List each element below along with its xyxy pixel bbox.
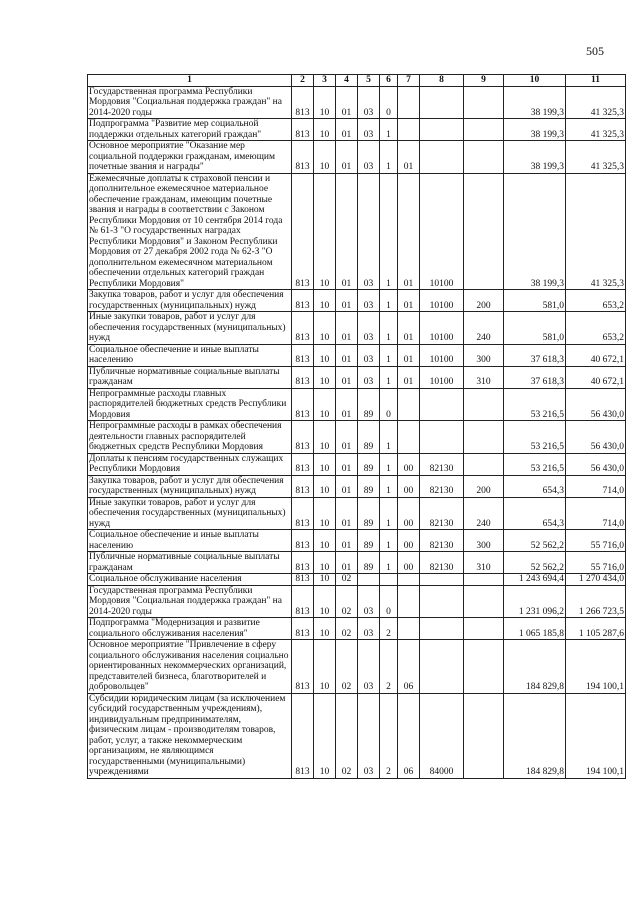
amount-2020: 194 100,1 xyxy=(566,693,626,778)
code-activity xyxy=(398,86,420,119)
code-section: 10 xyxy=(314,388,336,421)
code-ministry: 813 xyxy=(292,388,314,421)
code-subsection: 01 xyxy=(336,141,358,174)
amount-2019: 37 618,3 xyxy=(504,344,566,366)
amount-2019: 184 829,8 xyxy=(504,693,566,778)
code-subsection: 02 xyxy=(336,640,358,694)
code-subsection: 01 xyxy=(336,388,358,421)
amount-2019: 38 199,3 xyxy=(504,86,566,119)
amount-2020: 1 105 287,6 xyxy=(566,618,626,640)
code-ministry: 813 xyxy=(292,366,314,388)
code-subprogram: 1 xyxy=(380,552,398,574)
code-expense-type xyxy=(464,86,504,119)
code-activity xyxy=(398,574,420,586)
code-program: 89 xyxy=(358,388,380,421)
amount-2019: 52 562,2 xyxy=(504,552,566,574)
code-section: 10 xyxy=(314,497,336,530)
code-direction xyxy=(420,86,464,119)
code-program: 03 xyxy=(358,640,380,694)
amount-2020: 55 716,0 xyxy=(566,552,626,574)
row-name: Публичные нормативные социальные выплаты гражданам xyxy=(88,366,292,388)
code-activity: 01 xyxy=(398,312,420,345)
code-subprogram: 1 xyxy=(380,141,398,174)
code-subprogram: 1 xyxy=(380,290,398,312)
row-name: Социальное обеспечение и иные выплаты населению xyxy=(88,530,292,552)
code-section: 10 xyxy=(314,574,336,586)
code-subsection: 01 xyxy=(336,552,358,574)
code-expense-type xyxy=(464,119,504,141)
amount-2020: 40 672,1 xyxy=(566,344,626,366)
code-subprogram: 2 xyxy=(380,618,398,640)
table-row xyxy=(88,119,626,141)
code-section: 10 xyxy=(314,421,336,454)
amount-2019: 53 216,5 xyxy=(504,453,566,475)
header-cell: 2 xyxy=(292,75,314,87)
code-direction xyxy=(420,141,464,174)
code-direction xyxy=(420,119,464,141)
code-expense-type xyxy=(464,574,504,586)
row-name: Публичные нормативные социальные выплаты гражданам xyxy=(88,552,292,574)
code-subsection: 01 xyxy=(336,366,358,388)
code-ministry: 813 xyxy=(292,574,314,586)
table-row xyxy=(88,312,626,345)
code-expense-type xyxy=(464,453,504,475)
code-section: 10 xyxy=(314,693,336,778)
table-row xyxy=(88,290,626,312)
code-subprogram: 1 xyxy=(380,119,398,141)
code-subsection: 01 xyxy=(336,86,358,119)
code-direction: 82130 xyxy=(420,497,464,530)
code-program: 03 xyxy=(358,693,380,778)
code-program: 03 xyxy=(358,312,380,345)
code-subsection: 02 xyxy=(336,574,358,586)
code-ministry: 813 xyxy=(292,618,314,640)
header-cell: 11 xyxy=(566,75,626,87)
header-row xyxy=(88,75,626,87)
code-section: 10 xyxy=(314,86,336,119)
code-section: 10 xyxy=(314,173,336,290)
code-ministry: 813 xyxy=(292,453,314,475)
code-program: 03 xyxy=(358,366,380,388)
code-expense-type: 300 xyxy=(464,344,504,366)
code-activity xyxy=(398,119,420,141)
row-name: Ежемесячные доплаты к страховой пенсии и дополнительное ежемесячное материальное обеспечение гражданам, имеющим почетные звания и награды в соответствии с Законом Республики Мордовия от 10 сентября 2014 года № 61-З "О государственных наградах Республики Мордовия" и Законом Республики Мордовия от 27 декабря 2002 года № 62-З "О дополнительном ежемесячном материальном обеспечении отдельных категорий граждан Республики Мордовия" xyxy=(88,173,292,290)
code-ministry: 813 xyxy=(292,421,314,454)
code-program: 89 xyxy=(358,497,380,530)
code-program: 03 xyxy=(358,141,380,174)
code-direction xyxy=(420,388,464,421)
code-section: 10 xyxy=(314,141,336,174)
code-program: 03 xyxy=(358,119,380,141)
code-expense-type xyxy=(464,693,504,778)
code-program: 03 xyxy=(358,585,380,618)
code-ministry: 813 xyxy=(292,693,314,778)
row-name: Подпрограмма "Развитие мер социальной поддержки отдельных категорий граждан" xyxy=(88,119,292,141)
code-ministry: 813 xyxy=(292,173,314,290)
code-activity: 01 xyxy=(398,290,420,312)
code-section: 10 xyxy=(314,552,336,574)
code-direction: 82130 xyxy=(420,530,464,552)
code-subsection: 01 xyxy=(336,453,358,475)
code-section: 10 xyxy=(314,585,336,618)
amount-2019: 38 199,3 xyxy=(504,119,566,141)
amount-2020: 40 672,1 xyxy=(566,366,626,388)
code-program: 03 xyxy=(358,290,380,312)
amount-2020: 41 325,3 xyxy=(566,141,626,174)
code-ministry: 813 xyxy=(292,552,314,574)
header-cell: 5 xyxy=(358,75,380,87)
code-direction: 10100 xyxy=(420,290,464,312)
code-program: 89 xyxy=(358,552,380,574)
code-subprogram: 0 xyxy=(380,86,398,119)
code-expense-type xyxy=(464,421,504,454)
table-row xyxy=(88,574,626,586)
table-row xyxy=(88,421,626,454)
amount-2019: 1 065 185,8 xyxy=(504,618,566,640)
row-name: Государственная программа Республики Мордовия "Социальная поддержка граждан" на 2014-2020 годы xyxy=(88,86,292,119)
table-row xyxy=(88,552,626,574)
code-subsection: 02 xyxy=(336,693,358,778)
code-ministry: 813 xyxy=(292,640,314,694)
code-direction: 82130 xyxy=(420,552,464,574)
code-subprogram: 0 xyxy=(380,585,398,618)
code-program: 89 xyxy=(358,421,380,454)
code-subsection: 02 xyxy=(336,585,358,618)
row-name: Основное мероприятие "Привлечение в сферу социального обслуживания населения социально ориентированных некоммерческих организаций, представителей бизнеса, благотворителей и добровольцев" xyxy=(88,640,292,694)
code-section: 10 xyxy=(314,475,336,497)
row-name: Доплаты к пенсиям государственных служащих Республики Мордовия xyxy=(88,453,292,475)
code-ministry: 813 xyxy=(292,86,314,119)
code-expense-type: 300 xyxy=(464,530,504,552)
code-program: 03 xyxy=(358,86,380,119)
header-cell: 1 xyxy=(88,75,292,87)
code-activity: 01 xyxy=(398,141,420,174)
code-activity: 01 xyxy=(398,366,420,388)
code-expense-type: 200 xyxy=(464,290,504,312)
code-direction: 10100 xyxy=(420,173,464,290)
code-section: 10 xyxy=(314,344,336,366)
code-expense-type: 240 xyxy=(464,497,504,530)
code-subsection: 01 xyxy=(336,530,358,552)
code-program: 03 xyxy=(358,618,380,640)
row-name: Непрограммные расходы в рамках обеспечения деятельности главных распорядителей бюджетных средств Республики Мордовия xyxy=(88,421,292,454)
header-cell: 10 xyxy=(504,75,566,87)
code-ministry: 813 xyxy=(292,119,314,141)
code-subsection: 01 xyxy=(336,421,358,454)
amount-2020: 1 270 434,0 xyxy=(566,574,626,586)
table-row xyxy=(88,640,626,694)
code-expense-type: 240 xyxy=(464,312,504,345)
code-program: 89 xyxy=(358,453,380,475)
table-row xyxy=(88,344,626,366)
code-subprogram: 2 xyxy=(380,693,398,778)
row-name: Подпрограмма "Модернизация и развитие социального обслуживания населения" xyxy=(88,618,292,640)
code-expense-type: 310 xyxy=(464,552,504,574)
amount-2020: 56 430,0 xyxy=(566,421,626,454)
table-row xyxy=(88,173,626,290)
amount-2020: 653,2 xyxy=(566,290,626,312)
code-subprogram: 1 xyxy=(380,366,398,388)
row-name: Социальное обеспечение и иные выплаты населению xyxy=(88,344,292,366)
code-direction: 82130 xyxy=(420,475,464,497)
code-expense-type xyxy=(464,388,504,421)
code-subprogram: 1 xyxy=(380,453,398,475)
code-program: 03 xyxy=(358,173,380,290)
row-name: Социальное обслуживание населения xyxy=(88,574,292,586)
table-row xyxy=(88,618,626,640)
code-subsection: 01 xyxy=(336,475,358,497)
code-subprogram: 1 xyxy=(380,421,398,454)
code-subprogram: 1 xyxy=(380,475,398,497)
code-section: 10 xyxy=(314,366,336,388)
code-direction: 10100 xyxy=(420,312,464,345)
code-section: 10 xyxy=(314,290,336,312)
row-name: Закупка товаров, работ и услуг для обеспечения государственных (муниципальных) нужд xyxy=(88,475,292,497)
code-ministry: 813 xyxy=(292,312,314,345)
code-subprogram: 1 xyxy=(380,497,398,530)
amount-2020: 56 430,0 xyxy=(566,453,626,475)
code-expense-type xyxy=(464,141,504,174)
header-cell: 3 xyxy=(314,75,336,87)
code-expense-type xyxy=(464,618,504,640)
code-ministry: 813 xyxy=(292,290,314,312)
row-name: Субсидии юридическим лицам (за исключением субсидий государственным учреждениям), индивидуальным предпринимателям, физическим лицам - производителям товаров, работ, услуг, а также некоммерческим организациям, не являющимся государственными (муниципальными) учреждениями xyxy=(88,693,292,778)
code-ministry: 813 xyxy=(292,585,314,618)
code-activity xyxy=(398,585,420,618)
row-name: Иные закупки товаров, работ и услуг для обеспечения государственных (муниципальных) нужд xyxy=(88,497,292,530)
code-expense-type: 310 xyxy=(464,366,504,388)
row-name: Основное мероприятие "Оказание мер социальной поддержки гражданам, имеющим почетные звания и награды" xyxy=(88,141,292,174)
code-subprogram: 1 xyxy=(380,530,398,552)
table-row xyxy=(88,388,626,421)
amount-2019: 38 199,3 xyxy=(504,141,566,174)
table-row xyxy=(88,141,626,174)
amount-2020: 1 266 723,5 xyxy=(566,585,626,618)
amount-2019: 52 562,2 xyxy=(504,530,566,552)
code-expense-type xyxy=(464,640,504,694)
code-subsection: 01 xyxy=(336,344,358,366)
code-direction xyxy=(420,640,464,694)
code-direction xyxy=(420,618,464,640)
code-expense-type xyxy=(464,585,504,618)
code-ministry: 813 xyxy=(292,141,314,174)
code-subsection: 02 xyxy=(336,618,358,640)
amount-2020: 653,2 xyxy=(566,312,626,345)
row-name: Непрограммные расходы главных распорядителей бюджетных средств Республики Мордовия xyxy=(88,388,292,421)
code-expense-type xyxy=(464,173,504,290)
code-direction xyxy=(420,421,464,454)
row-name: Иные закупки товаров, работ и услуг для обеспечения государственных (муниципальных) нужд xyxy=(88,312,292,345)
code-activity: 06 xyxy=(398,693,420,778)
code-direction: 10100 xyxy=(420,344,464,366)
header-cell: 6 xyxy=(380,75,398,87)
amount-2020: 41 325,3 xyxy=(566,173,626,290)
code-expense-type: 200 xyxy=(464,475,504,497)
code-activity: 00 xyxy=(398,530,420,552)
amount-2019: 1 231 096,2 xyxy=(504,585,566,618)
code-activity: 00 xyxy=(398,475,420,497)
table-row xyxy=(88,453,626,475)
code-activity xyxy=(398,618,420,640)
amount-2019: 37 618,3 xyxy=(504,366,566,388)
amount-2019: 1 243 694,4 xyxy=(504,574,566,586)
code-section: 10 xyxy=(314,312,336,345)
header-cell: 9 xyxy=(464,75,504,87)
header-cell: 4 xyxy=(336,75,358,87)
code-activity xyxy=(398,421,420,454)
code-subprogram: 2 xyxy=(380,640,398,694)
code-subprogram xyxy=(380,574,398,586)
code-subprogram: 1 xyxy=(380,344,398,366)
header-cell: 8 xyxy=(420,75,464,87)
amount-2020: 56 430,0 xyxy=(566,388,626,421)
amount-2019: 53 216,5 xyxy=(504,388,566,421)
code-program: 03 xyxy=(358,344,380,366)
code-subsection: 01 xyxy=(336,173,358,290)
code-section: 10 xyxy=(314,640,336,694)
code-activity: 00 xyxy=(398,453,420,475)
code-activity: 06 xyxy=(398,640,420,694)
code-subprogram: 1 xyxy=(380,173,398,290)
code-direction: 82130 xyxy=(420,453,464,475)
table-row xyxy=(88,475,626,497)
amount-2020: 194 100,1 xyxy=(566,640,626,694)
code-activity: 00 xyxy=(398,552,420,574)
code-activity xyxy=(398,388,420,421)
amount-2019: 38 199,3 xyxy=(504,173,566,290)
amount-2020: 714,0 xyxy=(566,475,626,497)
row-name: Закупка товаров, работ и услуг для обеспечения государственных (муниципальных) нужд xyxy=(88,290,292,312)
code-direction: 84000 xyxy=(420,693,464,778)
code-subsection: 01 xyxy=(336,290,358,312)
amount-2019: 581,0 xyxy=(504,290,566,312)
page-number: 505 xyxy=(586,44,604,58)
code-activity: 01 xyxy=(398,173,420,290)
code-subsection: 01 xyxy=(336,497,358,530)
code-program: 89 xyxy=(358,475,380,497)
amount-2019: 53 216,5 xyxy=(504,421,566,454)
amount-2019: 184 829,8 xyxy=(504,640,566,694)
amount-2020: 41 325,3 xyxy=(566,119,626,141)
code-program xyxy=(358,574,380,586)
code-subprogram: 1 xyxy=(380,312,398,345)
table-row xyxy=(88,366,626,388)
code-ministry: 813 xyxy=(292,497,314,530)
amount-2020: 41 325,3 xyxy=(566,86,626,119)
code-section: 10 xyxy=(314,453,336,475)
code-direction xyxy=(420,574,464,586)
amount-2020: 714,0 xyxy=(566,497,626,530)
table-row xyxy=(88,585,626,618)
amount-2019: 654,3 xyxy=(504,475,566,497)
amount-2019: 654,3 xyxy=(504,497,566,530)
code-activity: 01 xyxy=(398,344,420,366)
table-row xyxy=(88,497,626,530)
table-row xyxy=(88,530,626,552)
amount-2020: 55 716,0 xyxy=(566,530,626,552)
code-activity: 00 xyxy=(398,497,420,530)
code-direction: 10100 xyxy=(420,366,464,388)
code-section: 10 xyxy=(314,119,336,141)
code-section: 10 xyxy=(314,618,336,640)
row-name: Государственная программа Республики Мордовия "Социальная поддержка граждан" на 2014-2020 годы xyxy=(88,585,292,618)
code-ministry: 813 xyxy=(292,530,314,552)
table-row xyxy=(88,86,626,119)
code-program: 89 xyxy=(358,530,380,552)
table-row xyxy=(88,693,626,778)
code-subsection: 01 xyxy=(336,312,358,345)
header-cell: 7 xyxy=(398,75,420,87)
amount-2019: 581,0 xyxy=(504,312,566,345)
budget-table xyxy=(87,74,626,779)
code-direction xyxy=(420,585,464,618)
code-ministry: 813 xyxy=(292,475,314,497)
code-section: 10 xyxy=(314,530,336,552)
code-subprogram: 0 xyxy=(380,388,398,421)
code-ministry: 813 xyxy=(292,344,314,366)
code-subsection: 01 xyxy=(336,119,358,141)
